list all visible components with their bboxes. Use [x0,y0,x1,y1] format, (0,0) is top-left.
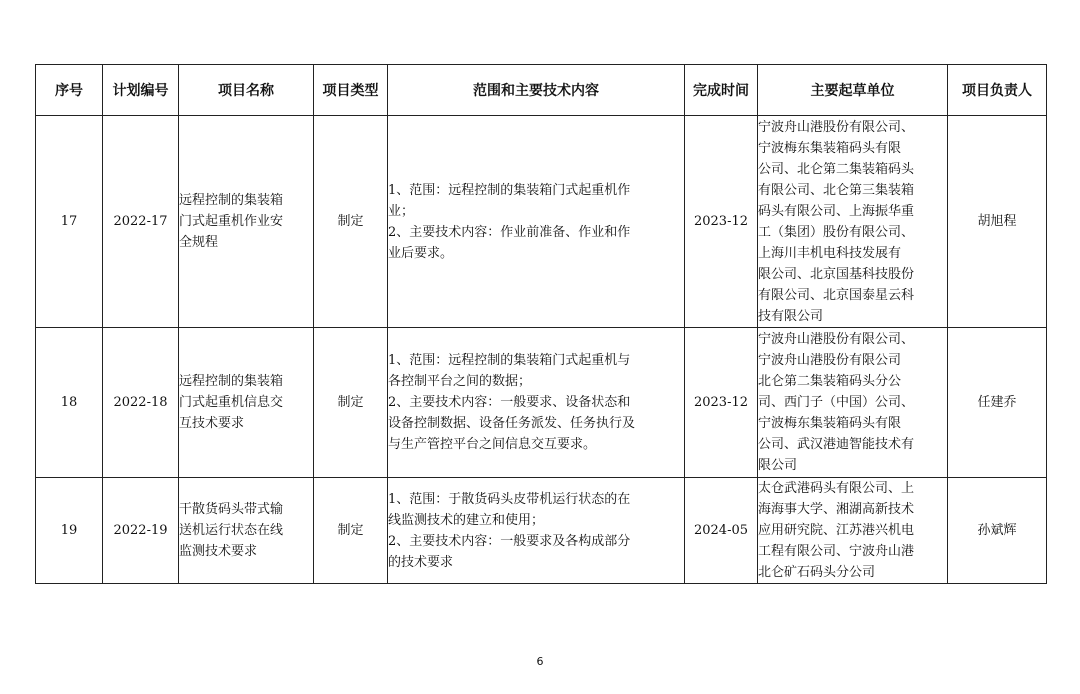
cell-plan-no: 2022-17 [103,116,179,328]
cell-seq: 19 [36,478,103,584]
cell-type: 制定 [314,116,388,328]
name-line: 干散货码头带式输 [179,502,284,517]
name-line: 送机运行状态在线 [179,523,284,538]
cell-name [179,328,314,478]
scope-line: 2、主要技术内容：一般要求、设备状态和 [388,395,631,410]
scope-line: 业后要求。 [388,245,454,261]
cell-finish: 2024-05 [685,478,758,584]
scope-line: 1、范围：远程控制的集装箱门式起重机与 [388,353,631,368]
cell-name [179,478,314,584]
name-line: 远程控制的集装箱 [179,193,284,208]
header-plan-no: 计划编号 [103,65,179,116]
cell-lead: 孙斌辉 [948,478,1047,584]
units-line: 宁波舟山港股份有限公司 [758,353,902,368]
scope-line: 与生产管控平台之间信息交互要求。 [388,437,597,452]
table-row [36,116,1047,328]
cell-finish: 2023-12 [685,116,758,328]
units-line: 工（集团）股份有限公司、 [758,224,915,240]
name-line: 监测技术要求 [179,544,258,559]
cell-plan-no: 2022-18 [103,328,179,478]
name-line: 门式起重机作业安 [179,214,284,229]
cell-plan-no: 2022-19 [103,478,179,584]
cell-finish: 2023-12 [685,328,758,478]
units-line: 限公司 [758,458,798,473]
cell-seq: 18 [36,328,103,478]
cell-scope [388,478,685,584]
cell-scope [388,116,685,328]
units-line: 技有限公司 [758,308,824,324]
table-header-row [36,65,1047,116]
units-line: 应用研究院、江苏港兴机电 [758,523,915,538]
scope-line: 各控制平台之间的数据； [388,374,532,389]
header-scope: 范围和主要技术内容 [388,65,685,116]
scope-line: 1、范围：远程控制的集装箱门式起重机作 [388,182,631,198]
scope-line: 1、范围：于散货码头皮带机运行状态的在 [388,491,631,507]
cell-type: 制定 [314,328,388,478]
units-line: 有限公司、北仑第三集装箱 [758,182,915,198]
units-line: 北仑矿石码头分公司 [758,565,876,580]
header-seq: 序号 [36,65,103,116]
page-number: 6 [536,655,544,668]
project-plan-table [35,64,1047,584]
name-line: 互技术要求 [179,416,245,431]
scope-line: 业； [388,203,415,219]
cell-units [758,328,948,478]
header-units: 主要起草单位 [758,65,948,116]
units-line: 司、西门子（中国）公司、 [758,395,915,410]
cell-lead: 任建乔 [948,328,1047,478]
name-line: 全规程 [179,235,219,250]
header-type: 项目类型 [314,65,388,116]
scope-line: 2、主要技术内容：一般要求及各构成部分 [388,533,631,549]
cell-name [179,116,314,328]
units-line: 工程有限公司、宁波舟山港 [758,544,915,559]
scope-line: 2、主要技术内容：作业前准备、作业和作 [388,224,631,240]
units-line: 宁波梅东集装箱码头有限 [758,416,902,431]
units-line: 限公司、北京国基科技股份 [758,266,915,282]
cell-scope [388,328,685,478]
units-line: 码头有限公司、上海振华重 [758,203,915,219]
units-line: 海海事大学、湘湖高新技术 [758,502,915,517]
header-lead: 项目负责人 [948,65,1047,116]
cell-units [758,478,948,584]
units-line: 太仓武港码头有限公司、上 [758,481,915,496]
name-line: 远程控制的集装箱 [179,374,284,389]
scope-line: 设备控制数据、设备任务派发、任务执行及 [388,416,636,431]
units-line: 公司、武汉港迪智能技术有 [758,437,915,452]
table-row [36,478,1047,584]
header-finish: 完成时间 [685,65,758,116]
cell-lead: 胡旭程 [948,116,1047,328]
units-line: 宁波梅东集装箱码头有限 [758,140,902,156]
units-line: 公司、北仑第二集装箱码头 [758,161,915,177]
header-name: 项目名称 [179,65,314,116]
scope-line: 线监测技术的建立和使用； [388,512,545,528]
cell-seq: 17 [36,116,103,328]
cell-type: 制定 [314,478,388,584]
cell-units [758,116,948,328]
name-line: 门式起重机信息交 [179,395,284,410]
scope-line: 的技术要求 [388,554,454,570]
units-line: 宁波舟山港股份有限公司、 [758,332,915,347]
units-line: 有限公司、北京国泰星云科 [758,287,915,303]
units-line: 上海川丰机电科技发展有 [758,245,902,261]
units-line: 宁波舟山港股份有限公司、 [758,119,915,135]
table-row [36,328,1047,478]
units-line: 北仑第二集装箱码头分公 [758,374,902,389]
